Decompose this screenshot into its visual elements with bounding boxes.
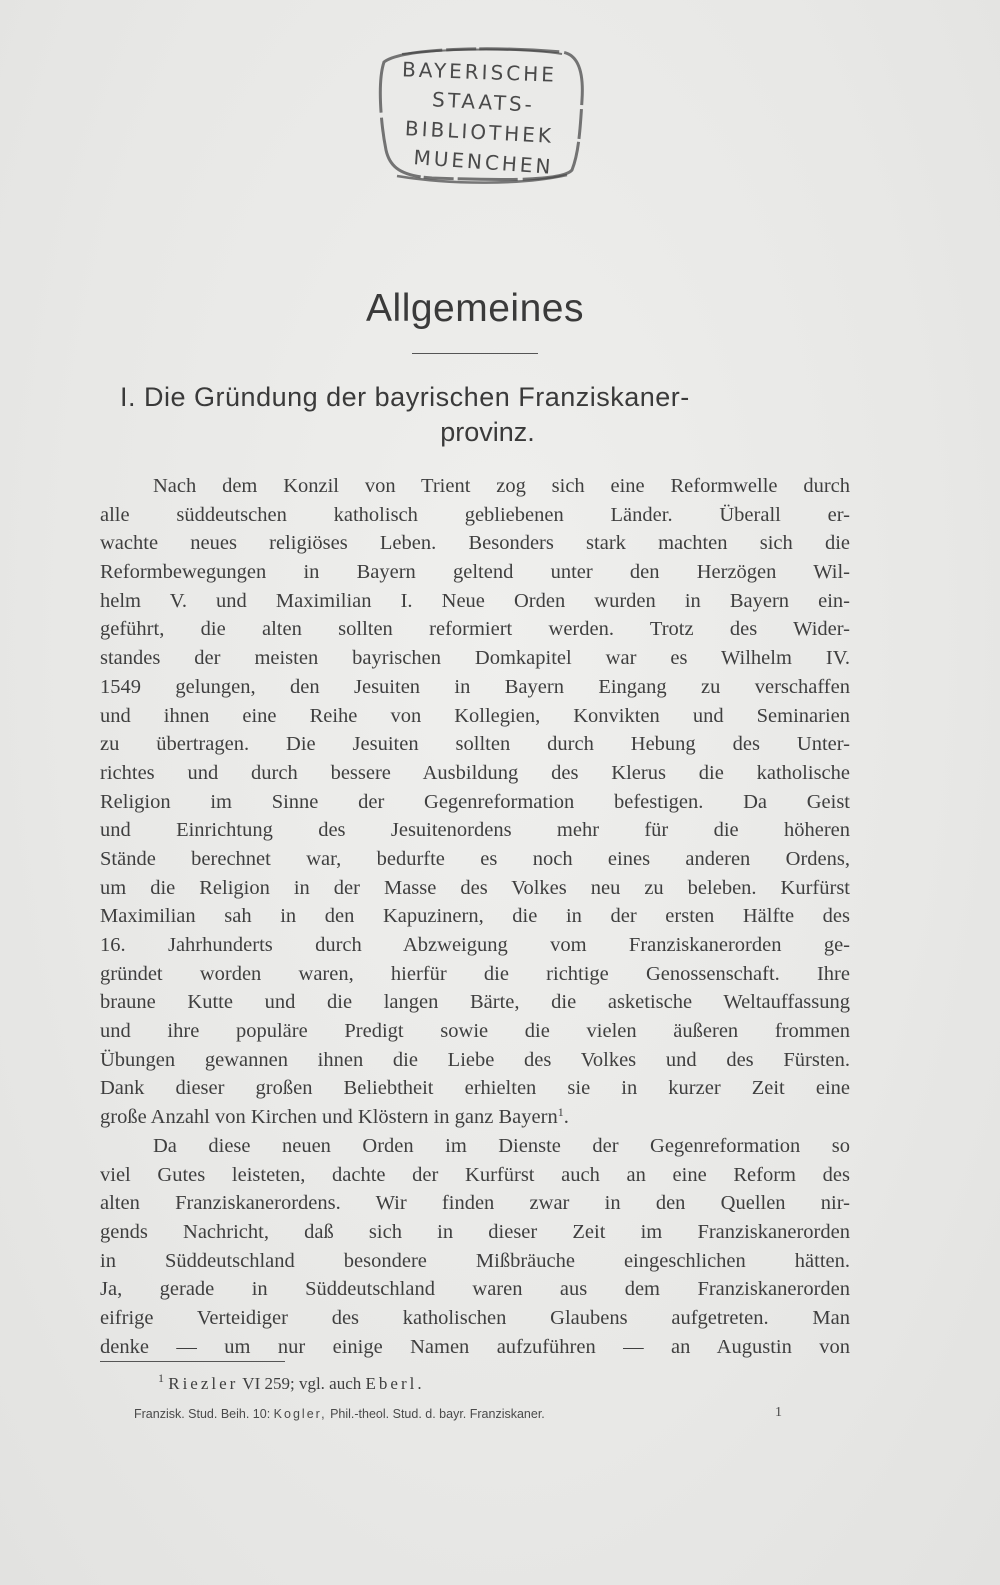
section-number: I.: [120, 382, 137, 412]
footnote-author: Riezler: [168, 1374, 239, 1393]
section-title-part-1: Die Gründung der bayrischen Franziskaner-: [144, 382, 690, 412]
text-line: um die Religion in der Masse des Volkes neu zu beleben. Kurfürst: [100, 876, 850, 899]
footnote-text: VI 259; vgl. auch: [242, 1374, 362, 1393]
text-line: Reformbewegungen in Bayern geltend unter den Herzögen Wil-: [100, 561, 850, 584]
text-line: Nach dem Konzil von Trient zog sich eine Reformwelle durch: [153, 475, 850, 497]
section-heading-line-1: [120, 380, 840, 415]
text-line: alten Franziskanerordens. Wir finden zwar in den Quellen nir-: [100, 1192, 850, 1215]
signature-prefix: Franzisk. Stud. Beih. 10:: [134, 1407, 271, 1421]
text-line: standes der meisten bayrischen Domkapitel war es Wilhelm IV.: [100, 647, 850, 670]
text-line: 1549 gelungen, den Jesuiten in Bayern Eingang zu verschaffen: [100, 675, 850, 698]
text-line: große Anzahl von Kirchen und Klöstern in ganz Bayern: [100, 1106, 558, 1129]
body-text: [100, 472, 850, 1361]
text-line: und ihre populäre Predigt sowie die vielen äußeren frommen: [100, 1020, 850, 1043]
text-line: richtes und durch bessere Ausbildung des Klerus die katholische: [100, 761, 850, 784]
text-line: gends Nachricht, daß sich in dieser Zeit im Franziskanerorden: [100, 1220, 850, 1243]
text-line: wachte neues religiöses Leben. Besonders stark machten sich die: [100, 532, 850, 555]
page-number: 1: [775, 1405, 782, 1420]
stamp-line-1: BAYERISCHE: [401, 57, 558, 87]
text-line: geführt, die alten sollten reformiert werden. Trotz des Wider-: [100, 618, 850, 641]
text-line: viel Gutes leisteten, dachte der Kurfürst auch an eine Reform des: [100, 1163, 850, 1186]
text-line: Dank dieser großen Beliebtheit erhielten sie in kurzer Zeit eine: [100, 1077, 850, 1100]
footnote-end: .: [417, 1374, 422, 1393]
text-line: Maximilian sah in den Kapuzinern, die in der ersten Hälfte des: [100, 905, 850, 928]
text-line: Religion im Sinne der Gegenreformation befestigen. Da Geist: [100, 790, 850, 813]
signature-rest: Phil.-theol. Stud. d. bayr. Franziskaner.: [330, 1407, 545, 1421]
text-line-with-footnote: [100, 1103, 850, 1132]
library-stamp: [372, 40, 587, 190]
text-line: denke — um nur einige Namen aufzuführen — an Augustin von: [100, 1335, 850, 1358]
text-line: und ihnen eine Reihe von Kollegien, Konvikten und Seminarien: [100, 704, 850, 727]
text-line: in Süddeutschland besondere Mißbräuche eingeschlichen hätten.: [100, 1249, 850, 1272]
page-title: Allgemeines: [366, 287, 584, 330]
footnote-divider: [100, 1361, 285, 1362]
text-line: Ja, gerade in Süddeutschland waren aus dem Franziskanerorden: [100, 1278, 850, 1301]
title-divider: [412, 353, 538, 354]
footnote-reference: 1: [557, 1105, 564, 1120]
text-line: zu übertragen. Die Jesuiten sollten durch Hebung des Unter-: [100, 733, 850, 756]
text-line: alle süddeutschen katholisch gebliebenen Länder. Überall er-: [100, 503, 850, 526]
text-line: helm V. und Maximilian I. Neue Orden wurden in Bayern ein-: [100, 589, 850, 612]
printer-signature: [134, 1407, 545, 1421]
stamp-line-3: BIBLIOTHEK: [404, 116, 555, 148]
text-line: Da diese neuen Orden im Dienste der Gegenreformation so: [153, 1134, 850, 1157]
text-line: braune Kutte und die langen Bärte, die asketische Weltauffassung: [100, 991, 850, 1014]
footnote-reference-suffix: .: [563, 1106, 569, 1129]
footnote-author-2: Eberl: [365, 1374, 418, 1393]
signature-author: Kogler,: [273, 1407, 327, 1421]
text-line: eifrige Verteidiger des katholischen Glaubens aufgetreten. Man: [100, 1306, 850, 1329]
text-line: 16. Jahrhunderts durch Abzweigung vom Franziskanerorden ge-: [100, 934, 850, 956]
section-heading-line-2: provinz.: [440, 417, 535, 447]
stamp-line-2: STAATS-: [431, 87, 536, 117]
footnote: [158, 1371, 422, 1394]
stamp-line-4: MUENCHEN: [412, 145, 555, 179]
text-line: Stände berechnet war, bedurfte es noch eines anderen Ordens,: [100, 847, 850, 870]
footnote-marker: 1: [158, 1371, 164, 1385]
section-heading: [120, 380, 840, 450]
text-line: gründet worden waren, hierfür die richtige Genossenschaft. Ihre: [100, 962, 850, 985]
text-line: Übungen gewannen ihnen die Liebe des Volkes und des Fürsten.: [100, 1048, 850, 1071]
text-line: und Einrichtung des Jesuitenordens mehr für die höheren: [100, 819, 850, 842]
